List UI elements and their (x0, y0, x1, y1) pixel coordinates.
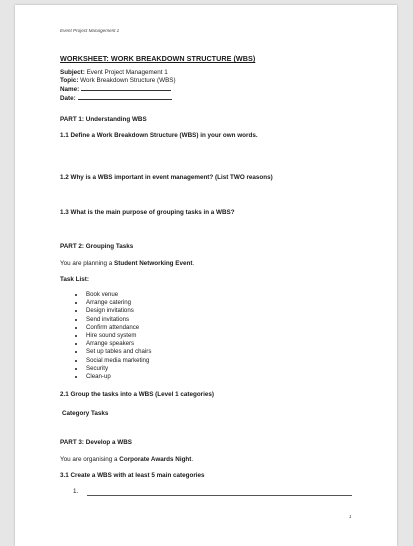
date-line (60, 94, 176, 103)
list-item: • Set up tables and chairs (85, 348, 151, 356)
topic-label: Topic: (60, 77, 79, 84)
part1-heading: PART 1: Understanding WBS (60, 116, 147, 123)
document-page (15, 5, 397, 546)
part2-intro-before: You are planning a (60, 260, 115, 267)
name-line (60, 85, 176, 94)
list-item: • Social media marketing (85, 357, 151, 365)
question-1-2: 1.2 Why is a WBS important in event management? (List TWO reasons) (60, 174, 273, 181)
page-number: 1 (349, 514, 352, 519)
list-item: • Send invitations (85, 316, 151, 324)
list-item: • Clean-up (85, 373, 151, 381)
answer-line (87, 495, 352, 496)
table-headers: Category Tasks (62, 410, 109, 417)
task-list (71, 291, 151, 381)
part3-event-name: Corporate Awards Night (119, 456, 192, 463)
question-3-1: 3.1 Create a WBS with at least 5 main categories (60, 472, 205, 479)
name-blank (81, 85, 171, 91)
part3-heading: PART 3: Develop a WBS (60, 439, 132, 446)
list-item: • Arrange catering (85, 299, 151, 307)
question-1-1: 1.1 Define a Work Breakdown Structure (WBS) in your own words. (60, 132, 258, 139)
topic-value: Work Breakdown Structure (WBS) (80, 77, 176, 84)
part3-intro (60, 456, 193, 463)
list-item: • Arrange speakers (85, 340, 151, 348)
list-item: • Security (85, 365, 151, 373)
question-2-1: 2.1 Group the tasks into a WBS (Level 1 categories) (60, 391, 214, 398)
part2-heading: PART 2: Grouping Tasks (60, 243, 134, 250)
date-label: Date: (60, 95, 76, 102)
part2-intro (60, 260, 194, 267)
list-item: • Confirm attendance (85, 324, 151, 332)
part2-intro-after: . (192, 260, 195, 267)
list-item: • Book venue (85, 291, 151, 299)
answer-item-number: 1. (73, 488, 79, 495)
subject-label: Subject: (60, 69, 85, 76)
meta-block (60, 69, 176, 103)
part3-intro-after: . (191, 456, 194, 463)
topic-line (60, 77, 176, 85)
name-label: Name: (60, 86, 80, 93)
page-header: Event Project Management 1 (60, 28, 120, 33)
part2-event-name: Student Networking Event (114, 260, 193, 267)
worksheet-title: WORKSHEET: WORK BREAKDOWN STRUCTURE (WBS) (60, 54, 256, 63)
part3-intro-before: You are organising a (60, 456, 120, 463)
subject-value: Event Project Management 1 (86, 69, 168, 76)
list-item: • Design invitations (85, 307, 151, 315)
question-1-3: 1.3 What is the main purpose of grouping tasks in a WBS? (60, 209, 235, 216)
subject-line (60, 69, 176, 77)
date-blank (78, 94, 172, 100)
list-item: • Hire sound system (85, 332, 151, 340)
task-list-label: Task List: (60, 276, 89, 283)
